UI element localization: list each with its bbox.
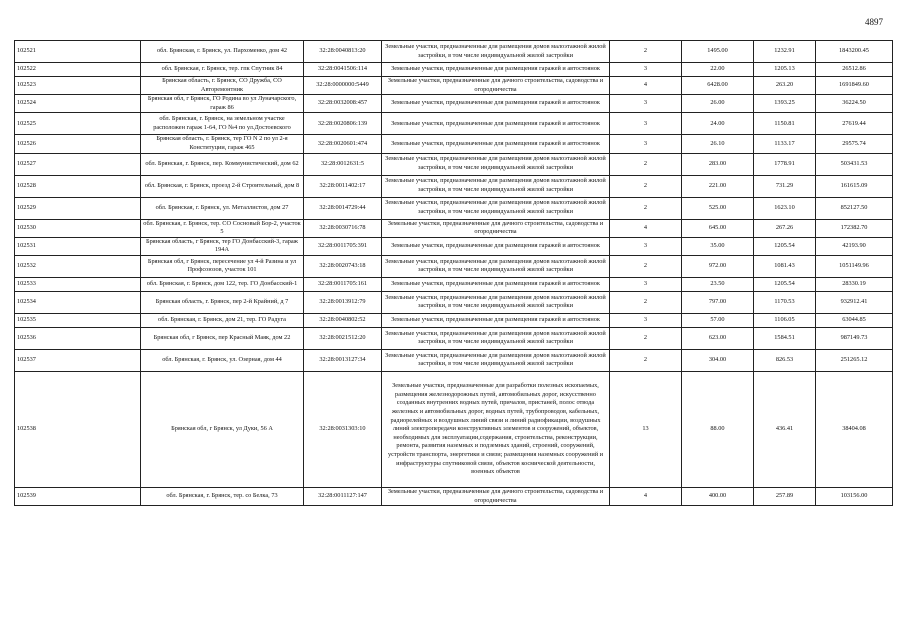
use-group-cell: 3 <box>610 113 682 135</box>
permitted-use-cell: Земельные участки, предназначенные для размещения гаражей и автостоянок <box>382 135 610 153</box>
parcel-number-cell: 102524 <box>15 95 141 113</box>
cadastral-value-cell: 161615.09 <box>816 175 893 197</box>
cadastral-value-cell: 1051149.96 <box>816 255 893 277</box>
cadastral-value-cell: 27619.44 <box>816 113 893 135</box>
permitted-use-cell: Земельные участки, предназначенные для размещения гаражей и автостоянок <box>382 63 610 77</box>
permitted-use-cell: Земельные участки, предназначенные для размещения домов малоэтажной жилой застройки, в том числе индивидуальной жилой застройки <box>382 197 610 219</box>
cadastral-value-cell: 251265.12 <box>816 349 893 371</box>
cadastral-value-cell: 26512.86 <box>816 63 893 77</box>
use-group-cell: 4 <box>610 77 682 95</box>
permitted-use-cell: Земельные участки, предназначенные для размещения домов малоэтажной жилой застройки, в том числе индивидуальной жилой застройки <box>382 255 610 277</box>
permitted-use-cell: Земельные участки, предназначенные для разработки полезных ископаемых, размещения железнодорожных путей, автомобильных дорог, искусственно созданных внутренних водных путей, причалов, пристаней, полос отвода железных и автомобильных дорог, водных путей, трубопроводов, кабельных, радиорелейных и воздушных линий связи и линий радиофикации, воздушных линий электропередачи конструктивных элементов и сооружений, объектов, необходимых для эксплуатации,содержания, строительства, реконструкции, ремонта, развития наземных и подземных зданий, строений, сооружений, устройств транспорта, энергетики и связи; размещения наземных сооружений и инфраструктуры спутниковой связи, объектов космической деятельности, военных объектов <box>382 371 610 487</box>
address-cell: Брянская обл, г Брянск, ул Дуки, 56 А <box>141 371 304 487</box>
table-row <box>15 63 893 77</box>
table-row <box>15 95 893 113</box>
parcel-number-cell: 102530 <box>15 219 141 237</box>
parcel-number-cell: 102537 <box>15 349 141 371</box>
specific-value-cell: 1232.91 <box>754 41 816 63</box>
use-group-cell: 13 <box>610 371 682 487</box>
cadastral-value-cell: 1843200.45 <box>816 41 893 63</box>
table-row <box>15 135 893 153</box>
table-row <box>15 175 893 197</box>
address-cell: обл. Брянская, г. Брянск, на земельном участке расположен гараж 1-64, ГО №4 по ул.Достоевского <box>141 113 304 135</box>
use-group-cell: 4 <box>610 487 682 505</box>
parcel-number-cell: 102525 <box>15 113 141 135</box>
table-body <box>15 41 893 506</box>
cadastral-value-cell: 28330.19 <box>816 277 893 291</box>
use-group-cell: 2 <box>610 197 682 219</box>
page-number: 4897 <box>865 17 883 27</box>
cadastral-value-cell: 987149.73 <box>816 327 893 349</box>
use-group-cell: 3 <box>610 313 682 327</box>
use-group-cell: 3 <box>610 135 682 153</box>
use-group-cell: 4 <box>610 219 682 237</box>
area-cell: 6428.00 <box>682 77 754 95</box>
cadastral-number-cell: 32:28:0030716:78 <box>304 219 382 237</box>
cadastral-value-cell: 63044.85 <box>816 313 893 327</box>
parcel-number-cell: 102533 <box>15 277 141 291</box>
area-cell: 221.00 <box>682 175 754 197</box>
use-group-cell: 2 <box>610 349 682 371</box>
specific-value-cell: 1170.53 <box>754 291 816 313</box>
use-group-cell: 2 <box>610 175 682 197</box>
cadastral-value-cell: 42193.90 <box>816 237 893 255</box>
use-group-cell: 2 <box>610 255 682 277</box>
address-cell: обл. Брянская, г. Брянск, пер. Коммунистический, дом 62 <box>141 153 304 175</box>
address-cell: обл. Брянская, г. Брянск, тер. СО Сосновый Бор-2, участок 5 <box>141 219 304 237</box>
use-group-cell: 2 <box>610 291 682 313</box>
parcel-number-cell: 102532 <box>15 255 141 277</box>
permitted-use-cell: Земельные участки, предназначенные для размещения гаражей и автостоянок <box>382 277 610 291</box>
address-cell: Брянская обл, г Брянск, ГО Родина во ул Луначарского, гараж 86 <box>141 95 304 113</box>
area-cell: 23.50 <box>682 277 754 291</box>
area-cell: 645.00 <box>682 219 754 237</box>
parcel-number-cell: 102534 <box>15 291 141 313</box>
area-cell: 35.00 <box>682 237 754 255</box>
parcel-number-cell: 102521 <box>15 41 141 63</box>
cadastral-register-table <box>14 40 893 506</box>
permitted-use-cell: Земельные участки, предназначенные для размещения домов малоэтажной жилой застройки, в том числе индивидуальной жилой застройки <box>382 349 610 371</box>
cadastral-value-cell: 36224.50 <box>816 95 893 113</box>
permitted-use-cell: Земельные участки, предназначенные для размещения гаражей и автостоянок <box>382 95 610 113</box>
area-cell: 797.00 <box>682 291 754 313</box>
cadastral-number-cell: 32:28:0000000:5449 <box>304 77 382 95</box>
parcel-number-cell: 102528 <box>15 175 141 197</box>
area-cell: 26.00 <box>682 95 754 113</box>
cadastral-value-cell: 103156.00 <box>816 487 893 505</box>
table-row <box>15 277 893 291</box>
permitted-use-cell: Земельные участки, предназначенные для размещения гаражей и автостоянок <box>382 113 610 135</box>
specific-value-cell: 267.26 <box>754 219 816 237</box>
specific-value-cell: 1205.54 <box>754 237 816 255</box>
specific-value-cell: 1205.54 <box>754 277 816 291</box>
table-row <box>15 113 893 135</box>
table-row <box>15 255 893 277</box>
table-row <box>15 327 893 349</box>
parcel-number-cell: 102529 <box>15 197 141 219</box>
address-cell: обл. Брянская, г. Брянск, тер. со Белка, 73 <box>141 487 304 505</box>
permitted-use-cell: Земельные участки, предназначенные для размещения гаражей и автостоянок <box>382 237 610 255</box>
table-row <box>15 487 893 505</box>
table-row <box>15 313 893 327</box>
cadastral-value-cell: 852127.50 <box>816 197 893 219</box>
use-group-cell: 3 <box>610 277 682 291</box>
specific-value-cell: 1584.51 <box>754 327 816 349</box>
use-group-cell: 3 <box>610 63 682 77</box>
cadastral-number-cell: 32:28:0020743:18 <box>304 255 382 277</box>
parcel-number-cell: 102538 <box>15 371 141 487</box>
parcel-number-cell: 102523 <box>15 77 141 95</box>
use-group-cell: 2 <box>610 327 682 349</box>
cadastral-number-cell: 32:28:0031303:10 <box>304 371 382 487</box>
specific-value-cell: 1623.10 <box>754 197 816 219</box>
use-group-cell: 2 <box>610 153 682 175</box>
table-row <box>15 291 893 313</box>
area-cell: 525.00 <box>682 197 754 219</box>
cadastral-number-cell: 32:28:0011127:147 <box>304 487 382 505</box>
address-cell: обл. Брянская, г. Брянск, дом 122, тер. ГО Донбасский-1 <box>141 277 304 291</box>
address-cell: обл. Брянская, г. Брянск, тер. гпк Спутник 84 <box>141 63 304 77</box>
table-row <box>15 77 893 95</box>
cadastral-number-cell: 32:28:0040813:20 <box>304 41 382 63</box>
cadastral-number-cell: 32:28:0011402:17 <box>304 175 382 197</box>
cadastral-number-cell: 32:28:0013127:34 <box>304 349 382 371</box>
address-cell: обл. Брянская, г. Брянск, ул. Озерная, дом 44 <box>141 349 304 371</box>
parcel-number-cell: 102526 <box>15 135 141 153</box>
area-cell: 88.00 <box>682 371 754 487</box>
specific-value-cell: 1106.05 <box>754 313 816 327</box>
use-group-cell: 2 <box>610 41 682 63</box>
table-row <box>15 349 893 371</box>
permitted-use-cell: Земельные участки, предназначенные для размещения домов малоэтажной жилой застройки, в том числе индивидуальной жилой застройки <box>382 41 610 63</box>
use-group-cell: 3 <box>610 237 682 255</box>
cadastral-number-cell: 32:28:0014729:44 <box>304 197 382 219</box>
cadastral-number-cell: 32:28:0032008:457 <box>304 95 382 113</box>
specific-value-cell: 436.41 <box>754 371 816 487</box>
area-cell: 400.00 <box>682 487 754 505</box>
parcel-number-cell: 102539 <box>15 487 141 505</box>
area-cell: 22.00 <box>682 63 754 77</box>
cadastral-value-cell: 503431.53 <box>816 153 893 175</box>
cadastral-number-cell: 32:28:0013912:79 <box>304 291 382 313</box>
table-row <box>15 371 893 487</box>
address-cell: Брянская область, г. Брянск, тер ГО N 2 по ул 2-я Конституции, гараж 465 <box>141 135 304 153</box>
parcel-number-cell: 102536 <box>15 327 141 349</box>
table-row <box>15 41 893 63</box>
specific-value-cell: 257.89 <box>754 487 816 505</box>
permitted-use-cell: Земельные участки, предназначенные для размещения домов малоэтажной жилой застройки, в том числе индивидуальной жилой застройки <box>382 175 610 197</box>
cadastral-number-cell: 32:28:0012631:5 <box>304 153 382 175</box>
address-cell: Брянская обл, г Брянск, пересечение ул 4-й Разина и ул Профсоюзов, участок 101 <box>141 255 304 277</box>
address-cell: обл. Брянская, г. Брянск, ул. Металлистов, дом 27 <box>141 197 304 219</box>
cadastral-value-cell: 1691849.60 <box>816 77 893 95</box>
area-cell: 26.10 <box>682 135 754 153</box>
specific-value-cell: 1778.91 <box>754 153 816 175</box>
specific-value-cell: 1150.81 <box>754 113 816 135</box>
cadastral-value-cell: 172382.70 <box>816 219 893 237</box>
permitted-use-cell: Земельные участки, предназначенные для размещения домов малоэтажной жилой застройки, в том числе индивидуальной жилой застройки <box>382 153 610 175</box>
address-cell: Брянская область, г Брянск, тер ГО Донбасский-3, гараж 194А <box>141 237 304 255</box>
permitted-use-cell: Земельные участки, предназначенные для дачного строительства, садоводства и огородничества <box>382 487 610 505</box>
address-cell: обл. Брянская, г. Брянск, дом 21, тер. ГО Радуга <box>141 313 304 327</box>
area-cell: 304.00 <box>682 349 754 371</box>
area-cell: 57.00 <box>682 313 754 327</box>
address-cell: обл. Брянская, г. Брянск, проезд 2-й Строительный, дом 8 <box>141 175 304 197</box>
cadastral-number-cell: 32:28:0021512:20 <box>304 327 382 349</box>
cadastral-value-cell: 38404.08 <box>816 371 893 487</box>
cadastral-number-cell: 32:28:0020601:474 <box>304 135 382 153</box>
permitted-use-cell: Земельные участки, предназначенные для размещения гаражей и автостоянок <box>382 313 610 327</box>
address-cell: Брянская обл, г Брянск, пер Красный Маяк, дом 22 <box>141 327 304 349</box>
cadastral-number-cell: 32:28:0011705:161 <box>304 277 382 291</box>
specific-value-cell: 1081.43 <box>754 255 816 277</box>
table-row <box>15 219 893 237</box>
parcel-number-cell: 102527 <box>15 153 141 175</box>
cadastral-value-cell: 29575.74 <box>816 135 893 153</box>
address-cell: обл. Брянская, г. Брянск, ул. Пархоменко, дом 42 <box>141 41 304 63</box>
area-cell: 24.00 <box>682 113 754 135</box>
cadastral-number-cell: 32:28:0020806:139 <box>304 113 382 135</box>
address-cell: Брянская область, г. Брянск, пер 2-й Крайний, д 7 <box>141 291 304 313</box>
cadastral-value-cell: 932912.41 <box>816 291 893 313</box>
parcel-number-cell: 102535 <box>15 313 141 327</box>
cadastral-number-cell: 32:28:0040802:52 <box>304 313 382 327</box>
permitted-use-cell: Земельные участки, предназначенные для дачного строительства, садоводства и огородничества <box>382 77 610 95</box>
permitted-use-cell: Земельные участки, предназначенные для дачного строительства, садоводства и огородничества <box>382 219 610 237</box>
specific-value-cell: 731.29 <box>754 175 816 197</box>
specific-value-cell: 1133.17 <box>754 135 816 153</box>
table-row <box>15 197 893 219</box>
cadastral-number-cell: 32:28:0011705:391 <box>304 237 382 255</box>
permitted-use-cell: Земельные участки, предназначенные для размещения домов малоэтажной жилой застройки, в том числе индивидуальной жилой застройки <box>382 291 610 313</box>
area-cell: 1495.00 <box>682 41 754 63</box>
cadastral-number-cell: 32:28:0041506:114 <box>304 63 382 77</box>
specific-value-cell: 826.53 <box>754 349 816 371</box>
parcel-number-cell: 102531 <box>15 237 141 255</box>
area-cell: 623.00 <box>682 327 754 349</box>
specific-value-cell: 263.20 <box>754 77 816 95</box>
specific-value-cell: 1393.25 <box>754 95 816 113</box>
permitted-use-cell: Земельные участки, предназначенные для размещения домов малоэтажной жилой застройки, в том числе индивидуальной жилой застройки <box>382 327 610 349</box>
table-row <box>15 237 893 255</box>
parcel-number-cell: 102522 <box>15 63 141 77</box>
address-cell: Брянская область, г. Брянск, СО Дружба, СО Авторемонтник <box>141 77 304 95</box>
use-group-cell: 3 <box>610 95 682 113</box>
area-cell: 283.00 <box>682 153 754 175</box>
area-cell: 972.00 <box>682 255 754 277</box>
table-row <box>15 153 893 175</box>
specific-value-cell: 1205.13 <box>754 63 816 77</box>
